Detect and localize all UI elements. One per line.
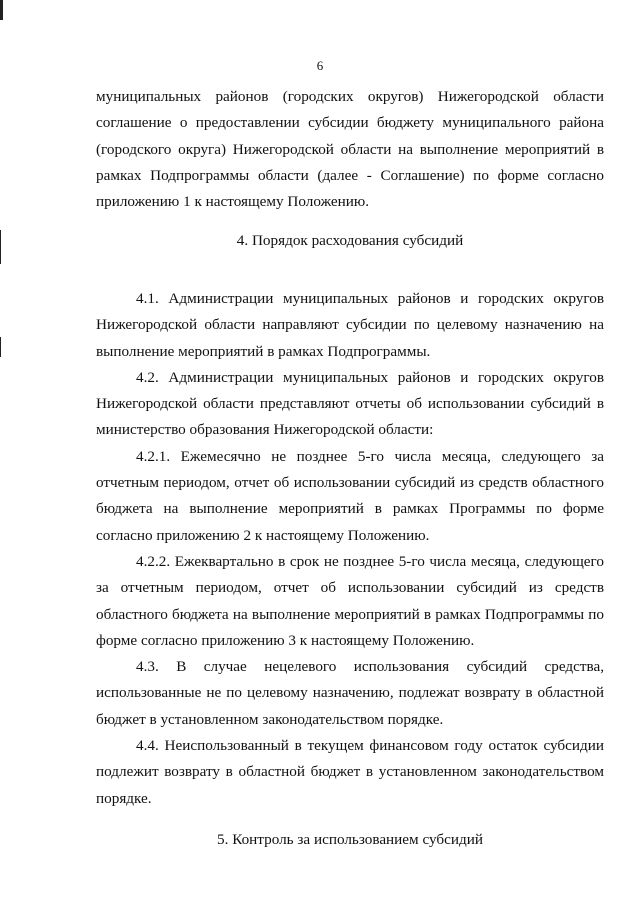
item-4-1: 4.1. Администрации муниципальных районов и городских округов Нижегородской области направляют субсидии по целевому назначению на выполнение мероприятий в рамках Подпрограммы. (96, 290, 604, 360)
scan-mark (0, 337, 1, 357)
item-4-4: 4.4. Неиспользованный в текущем финансовом году остаток субсидии подлежит возврату в областной бюджет в установленном законодательством порядке. (96, 737, 604, 807)
section-4-heading: 4. Порядок расходования субсидий (236, 232, 464, 249)
section-5-heading: 5. Контроль за использованием субсидий (217, 831, 483, 848)
page-number: 6 (316, 58, 324, 73)
section-4-body (96, 286, 604, 812)
scan-mark (0, 0, 3, 20)
item-4-2: 4.2. Администрации муниципальных районов и городских округов Нижегородской области представляют отчеты об использовании субсидий в министерство образования Нижегородской области: (96, 368, 604, 439)
item-4-3: 4.3. В случае нецелевого использования субсидий средства, использованные не по целевому назначению, подлежат возврату в областной бюджет в установленном законодательством порядке. (96, 658, 604, 728)
item-4-2-2: 4.2.2. Ежеквартально в срок не позднее 5-го числа месяца, следующего за отчетным периодом, отчет об использовании субсидий из средств областного бюджета на выполнение мероприятий в рамках Подпрограммы по форме согласно приложению 3 к настоящему Положению. (96, 552, 604, 649)
intro-paragraph-block (96, 84, 604, 215)
item-4-2-1: 4.2.1. Ежемесячно не позднее 5-го числа месяца, следующего за отчетным периодом, отчет об использовании субсидий из средств областного бюджета на выполнение мероприятий в рамках Программы по форме согласно приложению 2 к настоящему Положению. (96, 447, 604, 544)
intro-paragraph: муниципальных районов (городских округов) Нижегородской области соглашение о предоставлении субсидии бюджету муниципального района (городского округа) Нижегородской области на выполнение мероприятий в рамках Подпрограммы области (далее - Соглашение) по форме согласно приложению 1 к настоящему Положению. (96, 88, 604, 211)
